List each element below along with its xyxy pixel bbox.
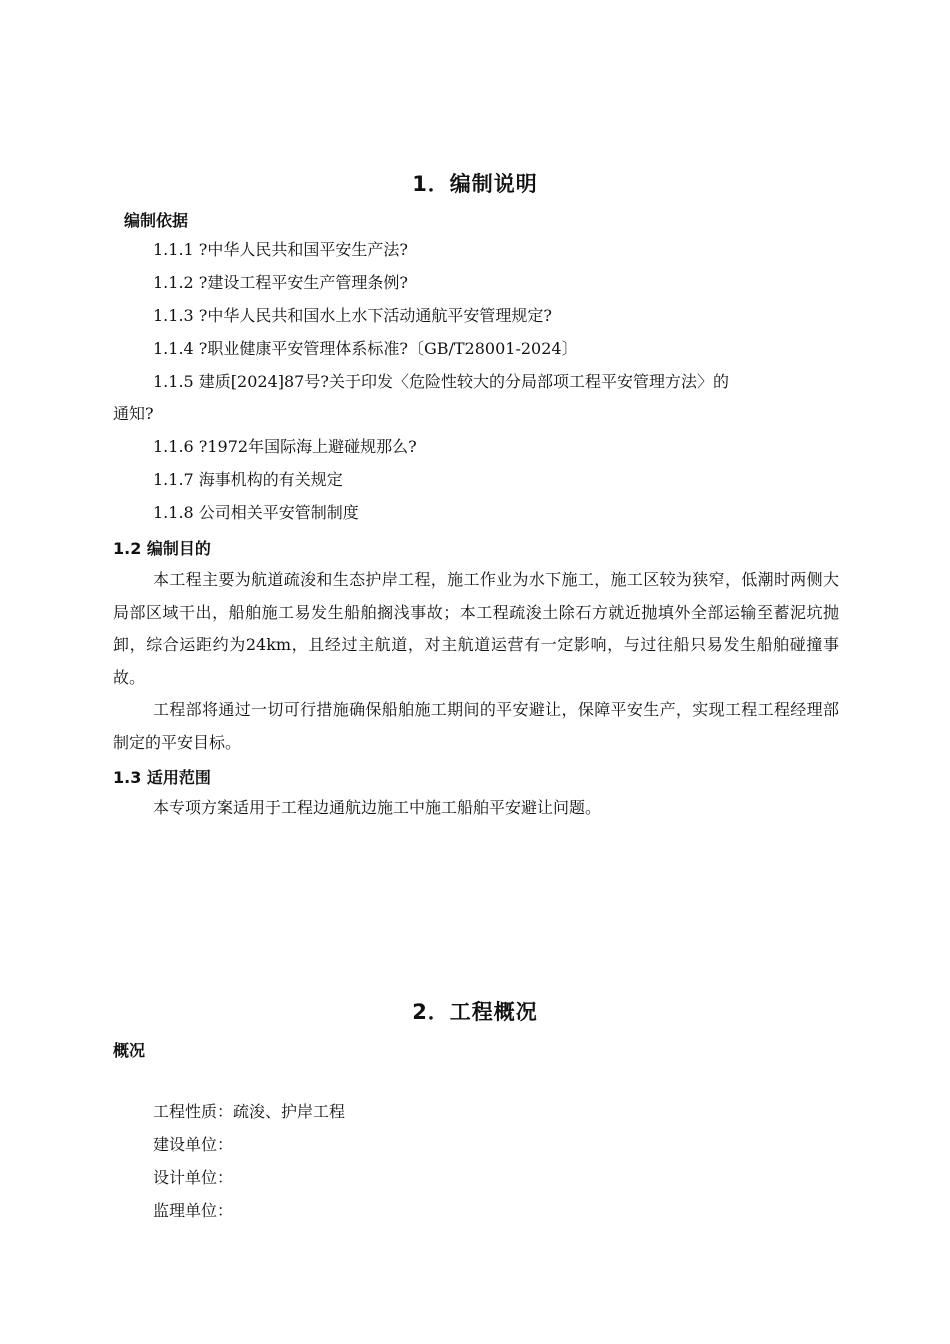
basis-item: 1.1.6 ?1972年国际海上避碰规那么? (153, 437, 417, 456)
basis-heading: 编制依据 (124, 211, 189, 230)
scope-heading: 1.3 适用范围 (113, 768, 211, 787)
basis-item: 1.1.2 ?建设工程平安生产管理条例? (153, 273, 408, 292)
scope-text: 本专项方案适用于工程边通航边施工中施工船舶平安避让问题。 (153, 798, 602, 817)
basis-item: 1.1.8 公司相关平安管制制度 (153, 503, 359, 522)
overview-field: 建设单位： (153, 1135, 234, 1154)
overview-field: 工程性质：疏浚、护岸工程 (153, 1102, 346, 1121)
section-1-title: 1．编制说明 (412, 172, 538, 196)
section-2-title: 2．工程概况 (412, 1000, 538, 1024)
purpose-heading: 1.2 编制目的 (113, 539, 211, 558)
basis-item: 1.1.5 建质[2024]87号?关于印发〈危险性较大的分局部项工程平安管理方法〉的 (153, 372, 729, 391)
purpose-paragraph: 工程部将通过一切可行措施确保船舶施工期间的平安避让，保障平安生产，实现工程工程经理部制定的平安目标。 (113, 700, 839, 752)
basis-item: 1.1.1 ?中华人民共和国平安生产法? (153, 240, 408, 259)
overview-field: 设计单位： (153, 1168, 234, 1187)
purpose-paragraph: 本工程主要为航道疏浚和生态护岸工程，施工作业为水下施工，施工区较为狭窄，低潮时两侧大局部区域干出，船舶施工易发生船舶搁浅事故；本工程疏浚土除石方就近抛填外全部运输至蓄泥坑抛卸，综合运距约为24km，且经过主航道，对主航道运营有一定影响，与过往船只易发生船舶碰撞事故。 (113, 570, 839, 687)
basis-item: 1.1.7 海事机构的有关规定 (153, 470, 343, 489)
basis-item-continuation: 通知? (113, 404, 154, 423)
overview-heading: 概况 (113, 1041, 146, 1060)
basis-item: 1.1.4 ?职业健康平安管理体系标准?〔GB/T28001-2024〕 (153, 339, 578, 358)
basis-item: 1.1.3 ?中华人民共和国水上水下活动通航平安管理规定? (153, 306, 552, 325)
overview-field: 监理单位： (153, 1201, 234, 1220)
